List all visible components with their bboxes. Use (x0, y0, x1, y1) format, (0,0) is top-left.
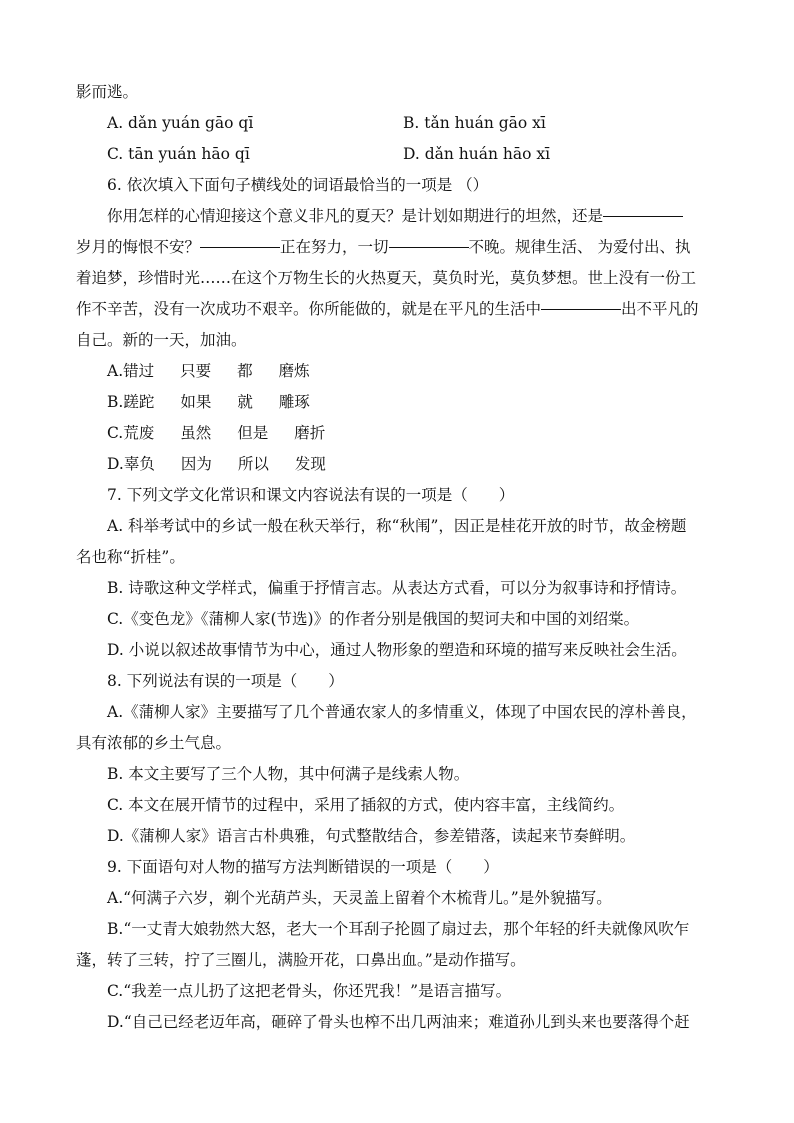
q6-passage-line-3: 着追梦，珍惜时光……在这个万物生长的火热夏天，莫负时光，莫负梦想。世上没有一份工 (76, 269, 697, 287)
q7-option-b: B. 诗歌这种文学样式，偏重于抒情言志。从表达方式看，可以分为叙事诗和抒情诗。 (107, 579, 687, 597)
q5-option-d: D. dǎn huán hāo xī (403, 145, 551, 163)
q9-option-b-line-1: B.“一丈青大娘勃然大怒，老大一个耳刮子抡圆了扇过去，那个年轻的纤夫就像风吹乍 (107, 920, 690, 938)
q7-option-a-line-2: 名也称“折桂”。 (76, 548, 185, 566)
q9-stem: 9. 下面语句对人物的描写方法判断错误的一项是（ ） (107, 858, 499, 876)
option-word: 所以 (237, 455, 269, 473)
q7-stem: 7. 下列文学文化常识和课文内容说法有误的一项是（ ） (107, 486, 515, 504)
q9-option-d-line-1: D.“自己已经老迈年高，砸碎了骨头也榨不出几两油来；难道孙儿到头来也要落得个赶 (107, 1013, 690, 1031)
option-letter: D. (107, 455, 124, 473)
option-letter: A. (107, 362, 124, 380)
q6-passage-line-5: 自己。新的一天，加油。 (76, 331, 247, 349)
q6-stem: 6. 依次填入下面句子横线处的词语最恰当的一项是 （） (107, 176, 489, 194)
q7-option-c: C.《变色龙》《蒲柳人家(节选)》的作者分别是俄国的契诃夫和中国的刘绍棠。 (107, 610, 640, 628)
option-letter: B. (107, 393, 124, 411)
q6-passage-text: 作不辛苦，没有一次成功不艰辛。你所能做的，就是在平凡的生活中 (76, 300, 542, 318)
option-word: 蹉跎 (123, 393, 155, 411)
option-word: 都 (237, 362, 253, 380)
fill-blank-2 (200, 246, 280, 248)
q8-stem: 8. 下列说法有误的一项是（ ） (107, 672, 344, 690)
q8-option-a-line-2: 具有浓郁的乡土气息。 (76, 734, 232, 752)
fill-blank-4 (541, 308, 621, 310)
option-word: 因为 (180, 455, 212, 473)
q7-option-d: D. 小说以叙述故事情节为中心，通过人物形象的塑造和环境的描写来反映社会生活。 (107, 641, 687, 659)
q9-option-a: A.“何满子六岁，剃个光葫芦头，天灵盖上留着个木梳背儿。”是外貌描写。 (107, 889, 612, 907)
q6-passage-line-4 (76, 294, 718, 325)
q5-tail: 影而逃。 (76, 83, 139, 101)
q5-option-a: A. dǎn yuán gāo qī (107, 114, 254, 132)
option-word: 辜负 (123, 455, 155, 473)
option-word: 但是 (237, 424, 269, 442)
q8-option-d: D.《蒲柳人家》语言古朴典雅，句式整散结合，参差错落，读起来节奏鲜明。 (107, 827, 636, 845)
option-word: 发现 (294, 455, 326, 473)
option-word: 如果 (180, 393, 212, 411)
option-word: 荒废 (123, 424, 155, 442)
q5-option-c: C. tān yuán hāo qī (107, 145, 250, 163)
q6-passage-text: 出不平凡的 (621, 300, 699, 318)
option-word: 雕琢 (278, 393, 310, 411)
option-word: 就 (237, 393, 253, 411)
q8-option-b: B. 本文主要写了三个人物，其中何满子是线索人物。 (107, 765, 470, 783)
option-word: 磨折 (294, 424, 326, 442)
option-word: 虽然 (180, 424, 212, 442)
q9-option-b-line-2: 蓬，转了三转，拧了三圈儿，满脸开花，口鼻出血。”是动作描写。 (76, 951, 526, 969)
q6-option-b (76, 387, 718, 418)
fill-blank-1 (603, 215, 683, 217)
option-word: 只要 (180, 362, 212, 380)
option-word: 错过 (123, 362, 155, 380)
q6-option-c (76, 418, 718, 449)
q6-passage-text: 正在努力，一切 (280, 238, 389, 256)
q9-option-c: C.“我差一点儿扔了这把老骨头，你还咒我！”是语言描写。 (107, 982, 512, 1000)
option-word: 磨炼 (278, 362, 310, 380)
q6-passage-line-1 (76, 201, 718, 232)
q5-options-row-2 (76, 139, 718, 170)
q6-passage-text: 你用怎样的心情迎接这个意义非凡的夏天？是计划如期进行的坦然，还是 (107, 207, 604, 225)
q8-option-a-line-1: A.《蒲柳人家》主要描写了几个普通农家人的多情重义，体现了中国农民的淳朴善良， (107, 703, 697, 721)
page-content (76, 77, 718, 1038)
q5-options-row-1 (76, 108, 718, 139)
q6-option-d (76, 449, 718, 480)
q8-option-c: C. 本文在展开情节的过程中，采用了插叙的方式，使内容丰富，主线简约。 (107, 796, 625, 814)
fill-blank-3 (389, 246, 469, 248)
q6-passage-line-2 (76, 232, 718, 263)
q5-option-b: B. tǎn huán gāo xī (403, 114, 546, 132)
q7-option-a-line-1: A. 科举考试中的乡试一般在秋天举行，称“秋闱”，因正是桂花开放的时节，故金榜题 (107, 517, 687, 535)
q6-option-a (76, 356, 718, 387)
q6-passage-text: 岁月的悔恨不安？ (76, 238, 201, 256)
q6-passage-text: 不晚。规律生活、 为爱付出、执 (468, 238, 691, 256)
option-letter: C. (107, 424, 124, 442)
